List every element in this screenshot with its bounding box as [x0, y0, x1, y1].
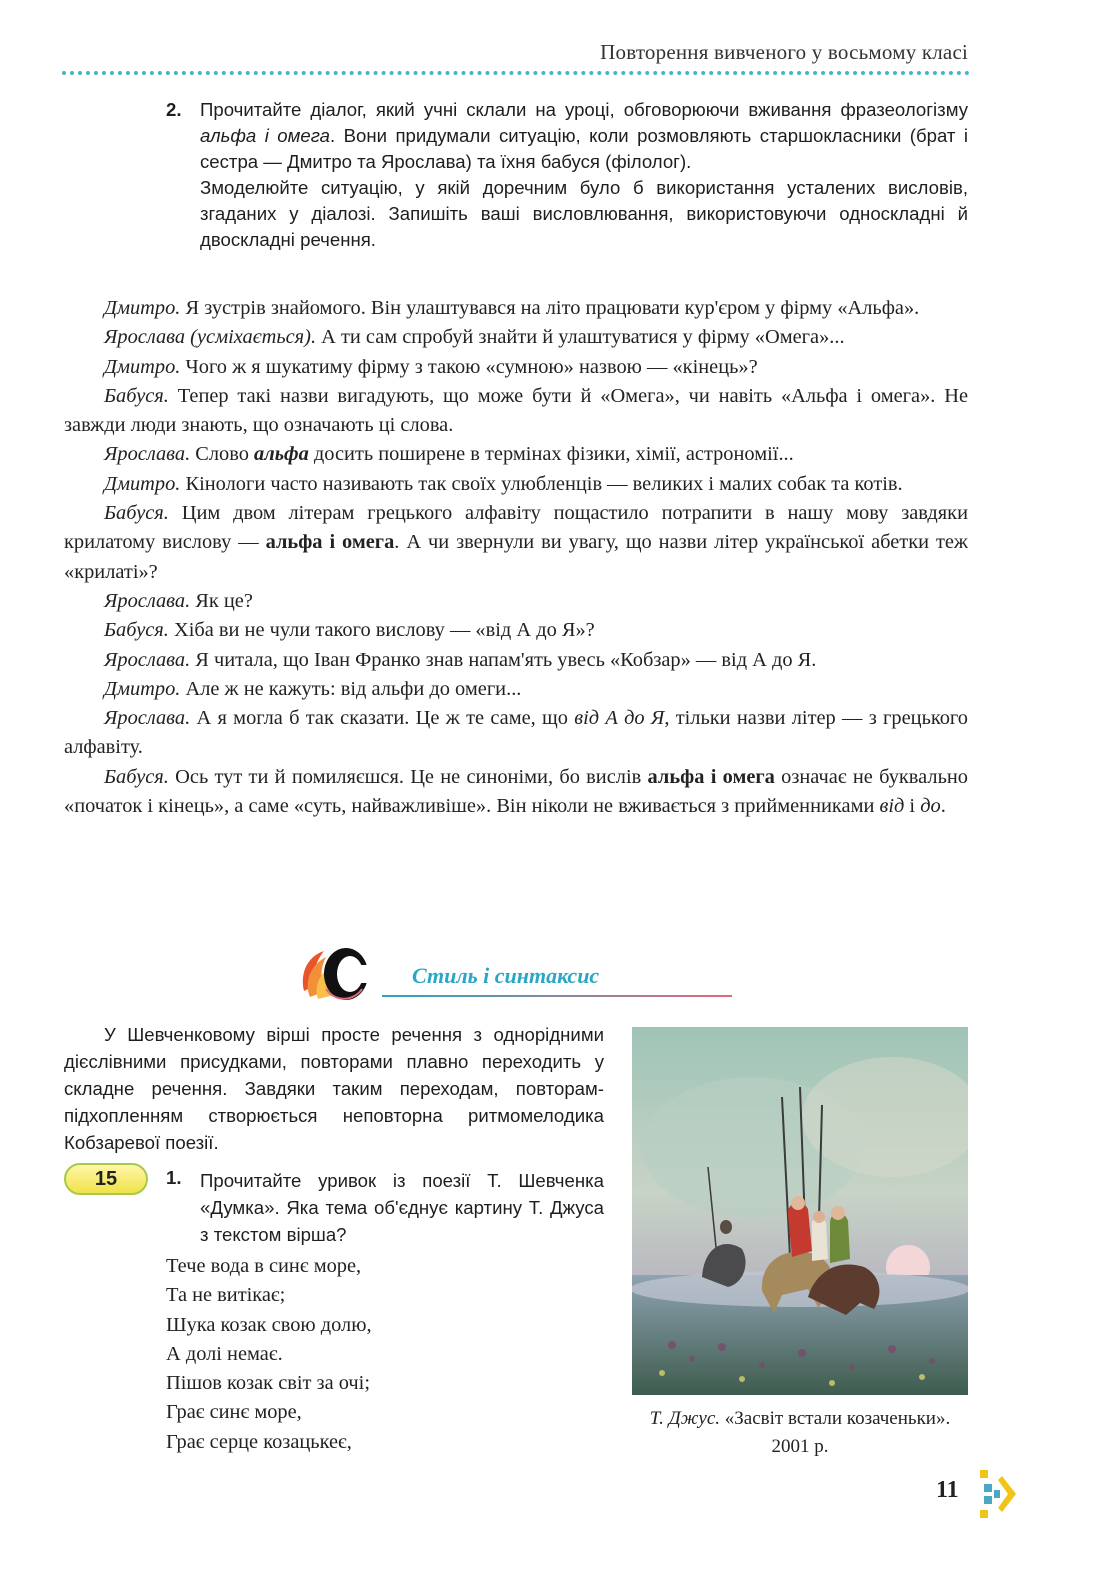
- dialogue-line: Ярослава. А я могла б так сказати. Це ж те саме, що від А до Я, тільки назви літер — з грецького алфавіту.: [64, 707, 968, 759]
- style-section-logo-icon: [296, 945, 380, 1003]
- speaker: Ярослава.: [104, 589, 191, 612]
- caption-author: Т. Джус.: [649, 1408, 721, 1429]
- speaker: Бабуся.: [104, 384, 169, 407]
- speaker: Ярослава.: [104, 443, 191, 466]
- running-header: Повторення вивченого у восьмому класі: [600, 40, 968, 64]
- term: альфа і омега: [647, 765, 775, 788]
- dialogue-line: Дмитро. Чого ж я шукатиму фірму з такою «сумною» назвою — «кінець»?: [104, 355, 758, 378]
- speaker: Дмитро.: [104, 355, 181, 378]
- section-underline: [382, 995, 732, 997]
- painting-caption: [632, 1405, 968, 1461]
- speaker: Бабуся.: [104, 619, 169, 642]
- dialogue-line: Дмитро. Але ж не кажуть: від альфи до омеги...: [104, 677, 522, 700]
- dialogue-line: Бабуся. Тепер такі назви вигадують, що може бути й «Омега», чи навіть «Альфа і омега». Не завжди люди знають, що означають ці слова.: [64, 384, 968, 437]
- speaker: Ярослава.: [104, 707, 191, 730]
- poem: [166, 1252, 372, 1457]
- term: альфа і омега: [265, 531, 395, 554]
- page-number: 11: [936, 1477, 959, 1503]
- exercise-text: Прочитайте уривок із поезії Т. Шевченка «Думка». Яка тема об'єднує картину Т. Джуса з текстом вірша?: [200, 1170, 604, 1245]
- poem-line: А долі немає.: [166, 1342, 283, 1365]
- poem-line: Пішов козак світ за очі;: [166, 1372, 370, 1395]
- dialogue-line: Ярослава. Я читала, що Іван Франко знав напам'ять увесь «Кобзар» — від А до Я.: [104, 648, 817, 671]
- term-alpha-omega: альфа і омега: [200, 125, 331, 146]
- poem-line: Грає серце козацькеє,: [166, 1430, 352, 1453]
- exercise-badge: 15: [64, 1163, 148, 1195]
- section-banner: [296, 945, 736, 1007]
- exercise-number: 1.: [166, 1167, 182, 1188]
- poem-line: Шука козак свою долю,: [166, 1313, 372, 1336]
- task-paragraph-2: Змоделюйте ситуацію, у якій доречним було б використання усталених висловів, згаданих у діалозі. Запишіть ваші висловлювання, використовуючи односкладні й двоскладні речення.: [200, 177, 968, 250]
- speaker: Бабуся.: [104, 502, 169, 525]
- speaker: Ярослава.: [104, 648, 191, 671]
- task-2: [166, 97, 968, 253]
- poem-line: Грає синє море,: [166, 1401, 302, 1424]
- dialogue-line: Дмитро. Кінологи часто називають так своїх улюбленців — великих і малих собак та котів.: [104, 472, 903, 495]
- speaker: Дмитро.: [104, 472, 181, 495]
- caption-title: «Засвіт встали козаченьки». 2001 р.: [720, 1408, 951, 1457]
- dialogue-line: Ярослава. Слово альфа досить поширене в термінах фізики, хімії, астрономії...: [104, 443, 794, 466]
- task-paragraph-1: Прочитайте діалог, який учні склали на уроці, обговорюючи вживання фразеологізму альфа і омега. Вони придумали ситуацію, коли розмовляють старшокласники (брат і сестра — Дмитро та Ярослава) та їхня бабуся (філолог).: [200, 99, 968, 172]
- term: від А до Я: [574, 707, 665, 730]
- dialogue-line: Бабуся. Ось тут ти й помиляєшся. Це не синоніми, бо вислів альфа і омега означає не буквально «початок і кінець», а саме «суть, найважливіше». Він ніколи не вживається з прийменниками від і до.: [64, 765, 968, 818]
- term: альфа: [254, 443, 309, 466]
- section-title: Стиль і синтаксис: [412, 963, 600, 988]
- next-page-arrow-icon: [976, 1466, 1020, 1522]
- dialogue: [64, 294, 968, 821]
- task-number: 2.: [166, 99, 182, 120]
- poem-line: Та не витікає;: [166, 1284, 286, 1307]
- intro-paragraph: У Шевченковому вірші просте речення з однорідними дієслівними присудками, повторами плавно переходить у складне речення. Завдяки таким переходам, повторам-підхопленням створюється неповторна ритмомелодика Кобзаревої поезії.: [64, 1024, 604, 1153]
- speaker: Бабуся.: [104, 765, 169, 788]
- speaker: Ярослава (усміхається).: [104, 326, 317, 349]
- painting-image: [632, 1027, 968, 1395]
- dialogue-line: Бабуся. Хіба ви не чули такого вислову — «від А до Я»?: [104, 619, 595, 642]
- dialogue-line: Ярослава. Як це?: [104, 589, 253, 612]
- header-dotted-divider: [62, 71, 970, 75]
- speaker: Дмитро.: [104, 677, 181, 700]
- poem-line: Тече вода в синє море,: [166, 1255, 362, 1277]
- dialogue-line: Дмитро. Я зустрів знайомого. Він улаштувався на літо працювати кур'єром у фірму «Альфа».: [104, 297, 920, 319]
- dialogue-line: Бабуся. Цим двом літерам грецького алфавіту пощастило потрапити в нашу мову завдяки крилатому вислову — альфа і омега. А чи звернули ви увагу, що назви літер української абетки теж «крилаті»?: [64, 502, 969, 583]
- dialogue-line: Ярослава (усміхається). А ти сам спробуй знайти й улаштуватися у фірму «Омега»...: [104, 326, 845, 349]
- speaker: Дмитро.: [104, 297, 181, 319]
